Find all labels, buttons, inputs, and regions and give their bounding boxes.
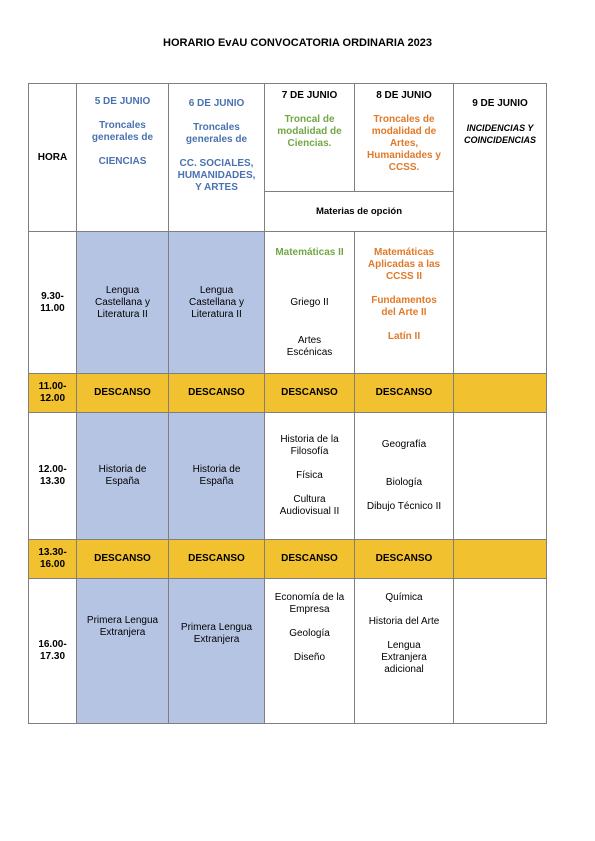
subject-line: Fundamentos xyxy=(371,295,437,306)
subject-line: Biología xyxy=(385,477,423,488)
day5-subject xyxy=(454,579,547,724)
break-cell-empty xyxy=(454,540,547,579)
subject-line: adicional xyxy=(384,664,424,675)
table-row xyxy=(29,232,547,374)
subject-line: Cultura xyxy=(293,494,326,505)
subject-line: Historia de xyxy=(98,464,147,475)
day1-line1: Troncales xyxy=(99,120,146,131)
table-row xyxy=(29,579,547,724)
subject-line: Diseño xyxy=(293,652,326,663)
day3-line1: Troncal de xyxy=(284,114,335,125)
time-cell xyxy=(29,579,77,724)
day4-subject xyxy=(355,413,454,540)
break-cell: DESCANSO xyxy=(355,374,454,413)
subject-line: Lengua xyxy=(199,284,234,296)
day1-subject xyxy=(77,413,169,540)
break-cell: DESCANSO xyxy=(355,540,454,579)
subject-line: Literatura II xyxy=(191,308,242,320)
subject-line: Castellana y xyxy=(94,296,151,308)
day1-subject xyxy=(77,579,169,724)
subject-line: Primera Lengua xyxy=(86,615,159,626)
subject-line: España xyxy=(199,476,234,487)
time-cell xyxy=(29,413,77,540)
subject-line: Primera Lengua xyxy=(180,622,253,633)
subject-line: Historia del Arte xyxy=(368,616,440,627)
day2-line4: HUMANIDADES, xyxy=(177,170,256,181)
day3-header xyxy=(265,84,355,192)
subject-line: Lengua xyxy=(105,284,140,296)
subject-line: Química xyxy=(385,592,423,603)
break-cell: DESCANSO xyxy=(265,540,355,579)
subject-line: Empresa xyxy=(289,604,330,615)
day1-date: 5 DE JUNIO xyxy=(94,96,151,107)
subject-line: Geología xyxy=(289,628,330,639)
subject-line: Artes xyxy=(297,335,322,346)
day2-subject xyxy=(169,579,265,724)
subject-line: Lengua xyxy=(387,640,421,651)
schedule-table xyxy=(28,83,547,724)
day5-header xyxy=(454,84,547,232)
subject-line: Literatura II xyxy=(97,308,148,320)
table-row xyxy=(29,413,547,540)
optativas-header: Materias de opción xyxy=(265,192,454,232)
day3-line3: Ciencias. xyxy=(287,138,332,149)
day4-date: 8 DE JUNIO xyxy=(376,90,432,101)
time-start: 16.00- xyxy=(38,639,67,650)
day2-subject xyxy=(169,413,265,540)
break-cell-empty xyxy=(454,374,547,413)
hora-header: HORA xyxy=(29,84,77,232)
day3-date: 7 DE JUNIO xyxy=(281,90,338,101)
time-end: 17.30 xyxy=(39,651,66,662)
day2-line3: CC. SOCIALES, xyxy=(179,158,254,169)
day4-subject xyxy=(355,579,454,724)
day2-line1: Troncales xyxy=(193,122,240,133)
break-cell: DESCANSO xyxy=(169,540,265,579)
day3-subject xyxy=(265,232,355,374)
time-cell xyxy=(29,232,77,374)
day1-line2: generales de xyxy=(91,132,154,143)
day5-line1: INCIDENCIAS Y xyxy=(466,123,534,133)
day2-line2: generales de xyxy=(185,134,248,145)
subject-line: Geografía xyxy=(381,439,427,450)
day5-line2: COINCIDENCIAS xyxy=(463,135,536,145)
break-cell: DESCANSO xyxy=(77,540,169,579)
subject-line: Física xyxy=(296,470,323,481)
time-start: 12.00- xyxy=(38,464,67,475)
table-row xyxy=(29,374,547,413)
day5-subject xyxy=(454,413,547,540)
day4-line5: CCSS. xyxy=(388,162,420,173)
day3-line2: modalidad de xyxy=(277,126,342,137)
day1-line3: CIENCIAS xyxy=(98,156,147,167)
break-cell: DESCANSO xyxy=(77,374,169,413)
day4-line1: Troncales de xyxy=(373,114,435,125)
subject-line: del Arte II xyxy=(381,307,427,318)
subject-line: Dibujo Técnico II xyxy=(366,501,442,512)
day4-line4: Humanidades y xyxy=(367,150,441,161)
time-start: 13.30- xyxy=(38,547,67,558)
subject-line: Historia de la xyxy=(280,434,339,445)
subject-line: Latín II xyxy=(387,331,421,342)
subject-line: Aplicadas a las xyxy=(367,259,441,270)
day1-subject xyxy=(77,232,169,374)
day2-header xyxy=(169,84,265,232)
day1-header xyxy=(77,84,169,232)
day4-header xyxy=(355,84,454,192)
day4-line3: Artes, xyxy=(389,138,419,149)
subject-line: Griego II xyxy=(290,297,329,308)
time-start: 11.00- xyxy=(38,381,67,392)
subject-line: Extranjera xyxy=(381,652,427,663)
subject-line: Castellana y xyxy=(188,296,245,308)
subject-line: España xyxy=(105,476,140,487)
day2-line5: Y ARTES xyxy=(195,182,238,193)
subject-line: Extranjera xyxy=(193,634,240,645)
break-cell: DESCANSO xyxy=(169,374,265,413)
day3-subject xyxy=(265,579,355,724)
time-start: 9.30- xyxy=(41,290,64,302)
time-end: 16.00 xyxy=(39,559,66,570)
subject-line: Matemáticas xyxy=(373,247,435,258)
header-row xyxy=(29,84,547,192)
subject-line: Historia de xyxy=(192,464,241,475)
break-cell: DESCANSO xyxy=(265,374,355,413)
table-row xyxy=(29,540,547,579)
time-end: 12.00 xyxy=(39,393,66,404)
time-cell xyxy=(29,540,77,579)
day5-date: 9 DE JUNIO xyxy=(472,98,528,109)
time-end: 11.00 xyxy=(40,302,65,314)
subject-line: CCSS II xyxy=(385,271,423,282)
time-end: 13.30 xyxy=(39,476,66,487)
subject-line: Filosofía xyxy=(290,446,329,457)
subject-line: Escénicas xyxy=(286,347,333,358)
subject-line: Matemáticas II xyxy=(275,247,344,258)
time-cell xyxy=(29,374,77,413)
day2-subject xyxy=(169,232,265,374)
day4-line2: modalidad de xyxy=(371,126,437,137)
page-title: HORARIO EvAU CONVOCATORIA ORDINARIA 2023 xyxy=(163,37,432,49)
day2-date: 6 DE JUNIO xyxy=(188,98,245,109)
subject-line: Economía de la xyxy=(274,592,345,603)
day4-subject xyxy=(355,232,454,374)
day5-subject xyxy=(454,232,547,374)
subject-line: Extranjera xyxy=(99,627,146,638)
day3-subject xyxy=(265,413,355,540)
subject-line: Audiovisual II xyxy=(279,506,340,517)
